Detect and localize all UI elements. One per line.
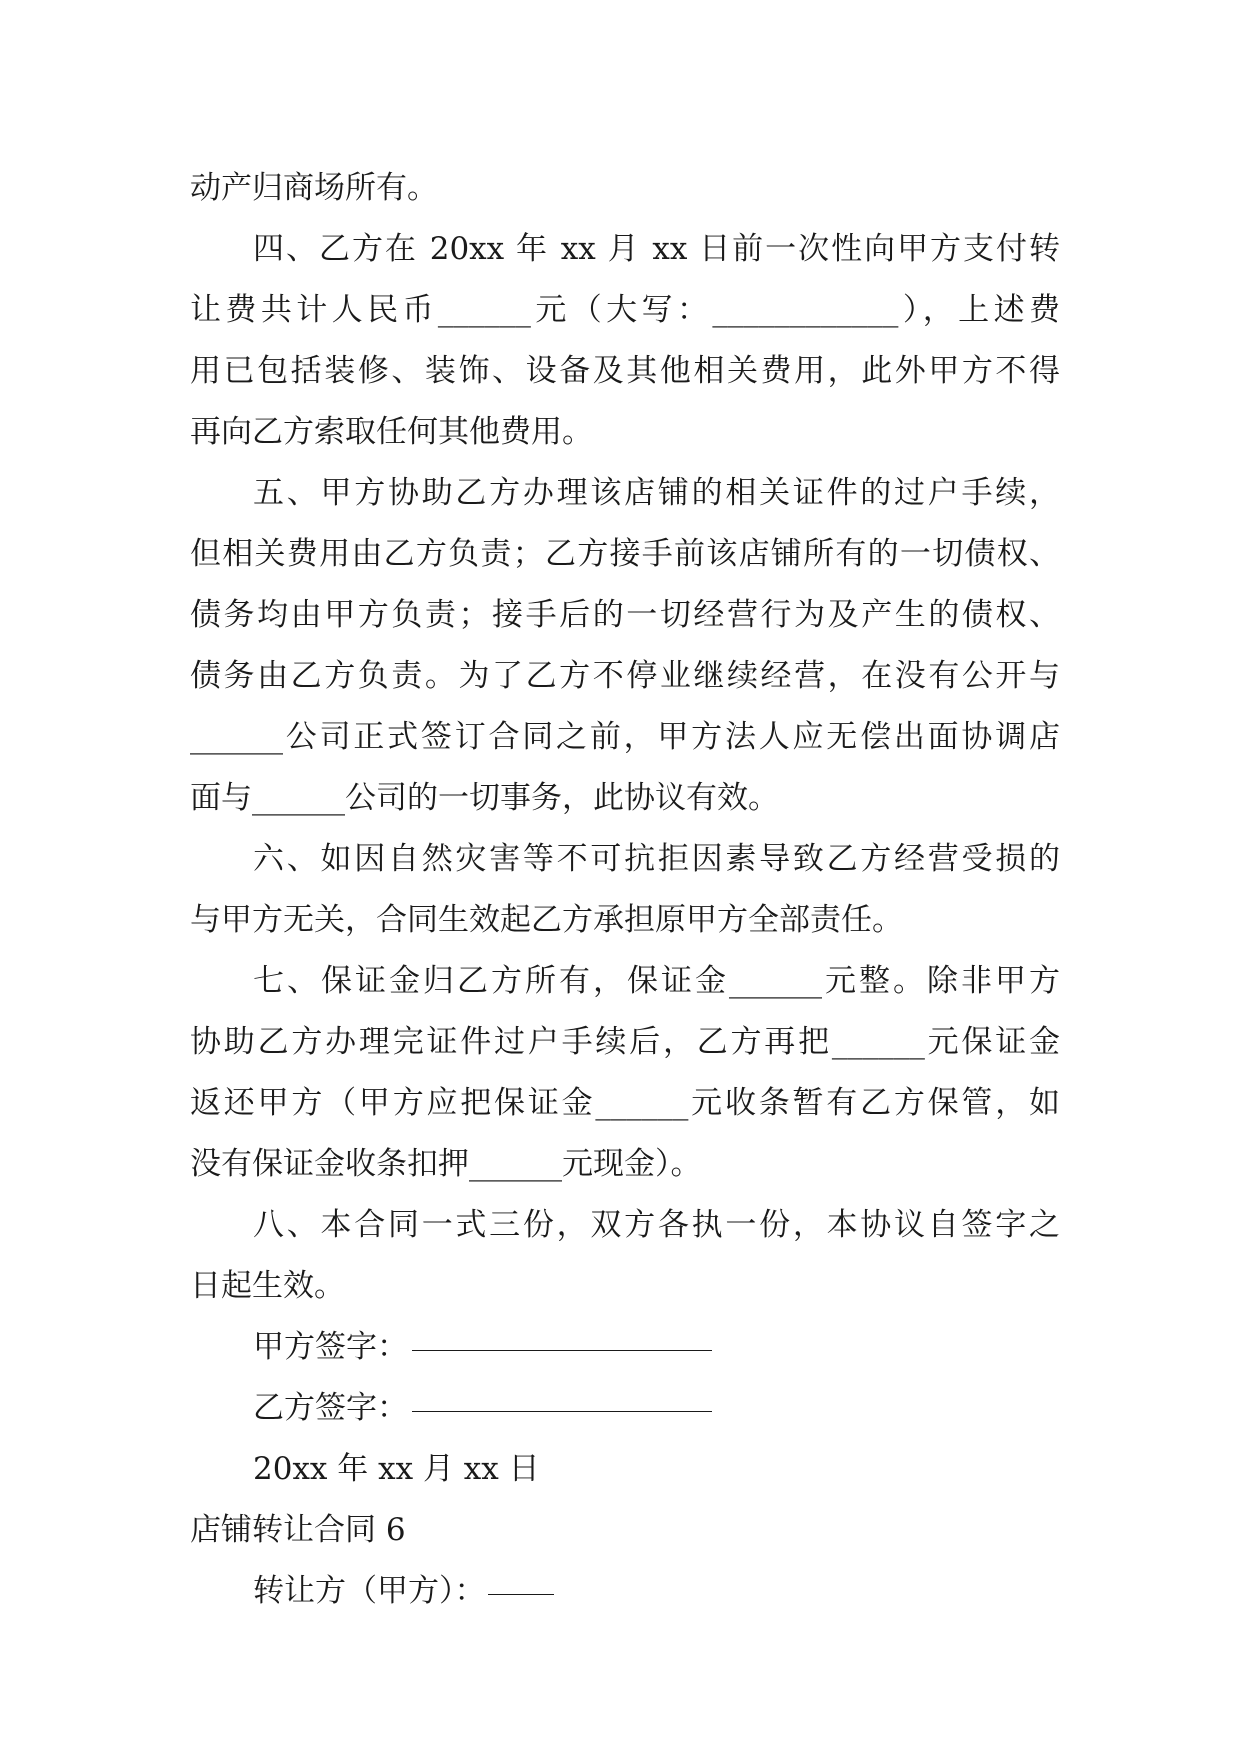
text-line: 再向乙方索取任何其他费用。 bbox=[190, 414, 593, 450]
signing-date: 20xx 年 xx 月 xx 日 bbox=[253, 1451, 540, 1487]
text-line: ______公司正式签订合同之前，甲方法人应无偿出面协调店 bbox=[190, 719, 1060, 755]
text-line: 四、乙方在 20xx 年 xx 月 xx 日前一次性向甲方支付转 bbox=[253, 231, 1060, 267]
transferor-line bbox=[190, 1561, 1060, 1622]
party-a-sign-label: 甲方签字： bbox=[253, 1329, 408, 1365]
text-line: 债务均由甲方负责；接手后的一切经营行为及产生的债权、 bbox=[190, 597, 1060, 633]
party-b-signature bbox=[190, 1378, 1060, 1439]
text-line: 但相关费用由乙方负责；乙方接手前该店铺所有的一切债权、 bbox=[190, 536, 1060, 572]
text-line: 动产归商场所有。 bbox=[190, 170, 438, 206]
text-line: 面与______公司的一切事务，此协议有效。 bbox=[190, 780, 779, 816]
party-b-sign-label: 乙方签字： bbox=[253, 1390, 408, 1426]
document-page bbox=[190, 158, 1060, 1622]
text-line: 返还甲方（甲方应把保证金______元收条暂有乙方保管，如 bbox=[190, 1085, 1060, 1121]
transferor-label: 转让方（甲方）： bbox=[253, 1573, 486, 1609]
text-line: 日起生效。 bbox=[190, 1268, 345, 1304]
text-line: 八、本合同一式三份，双方各执一份，本协议自签字之 bbox=[253, 1207, 1060, 1243]
party-a-signature bbox=[190, 1317, 1060, 1378]
text-line: 协助乙方办理完证件过户手续后，乙方再把______元保证金 bbox=[190, 1024, 1060, 1060]
text-line: 用已包括装修、装饰、设备及其他相关费用，此外甲方不得 bbox=[190, 353, 1060, 389]
text-line: 五、甲方协助乙方办理该店铺的相关证件的过户手续， bbox=[253, 475, 1060, 511]
text-line: 与甲方无关，合同生效起乙方承担原甲方全部责任。 bbox=[190, 902, 903, 938]
section-title: 店铺转让合同 6 bbox=[190, 1512, 406, 1548]
text-line: 六、如因自然灾害等不可抗拒因素导致乙方经营受损的 bbox=[253, 841, 1060, 877]
party-b-signature-blank bbox=[412, 1378, 712, 1412]
text-line: 让费共计人民币______元（大写：____________），上述费 bbox=[190, 292, 1060, 328]
text-line: 没有保证金收条扣押______元现金）。 bbox=[190, 1146, 702, 1182]
party-a-signature-blank bbox=[412, 1317, 712, 1351]
transferor-blank bbox=[488, 1561, 554, 1595]
text-line: 七、保证金归乙方所有，保证金______元整。除非甲方 bbox=[253, 963, 1060, 999]
text-line: 债务由乙方负责。为了乙方不停业继续经营，在没有公开与 bbox=[190, 658, 1060, 694]
